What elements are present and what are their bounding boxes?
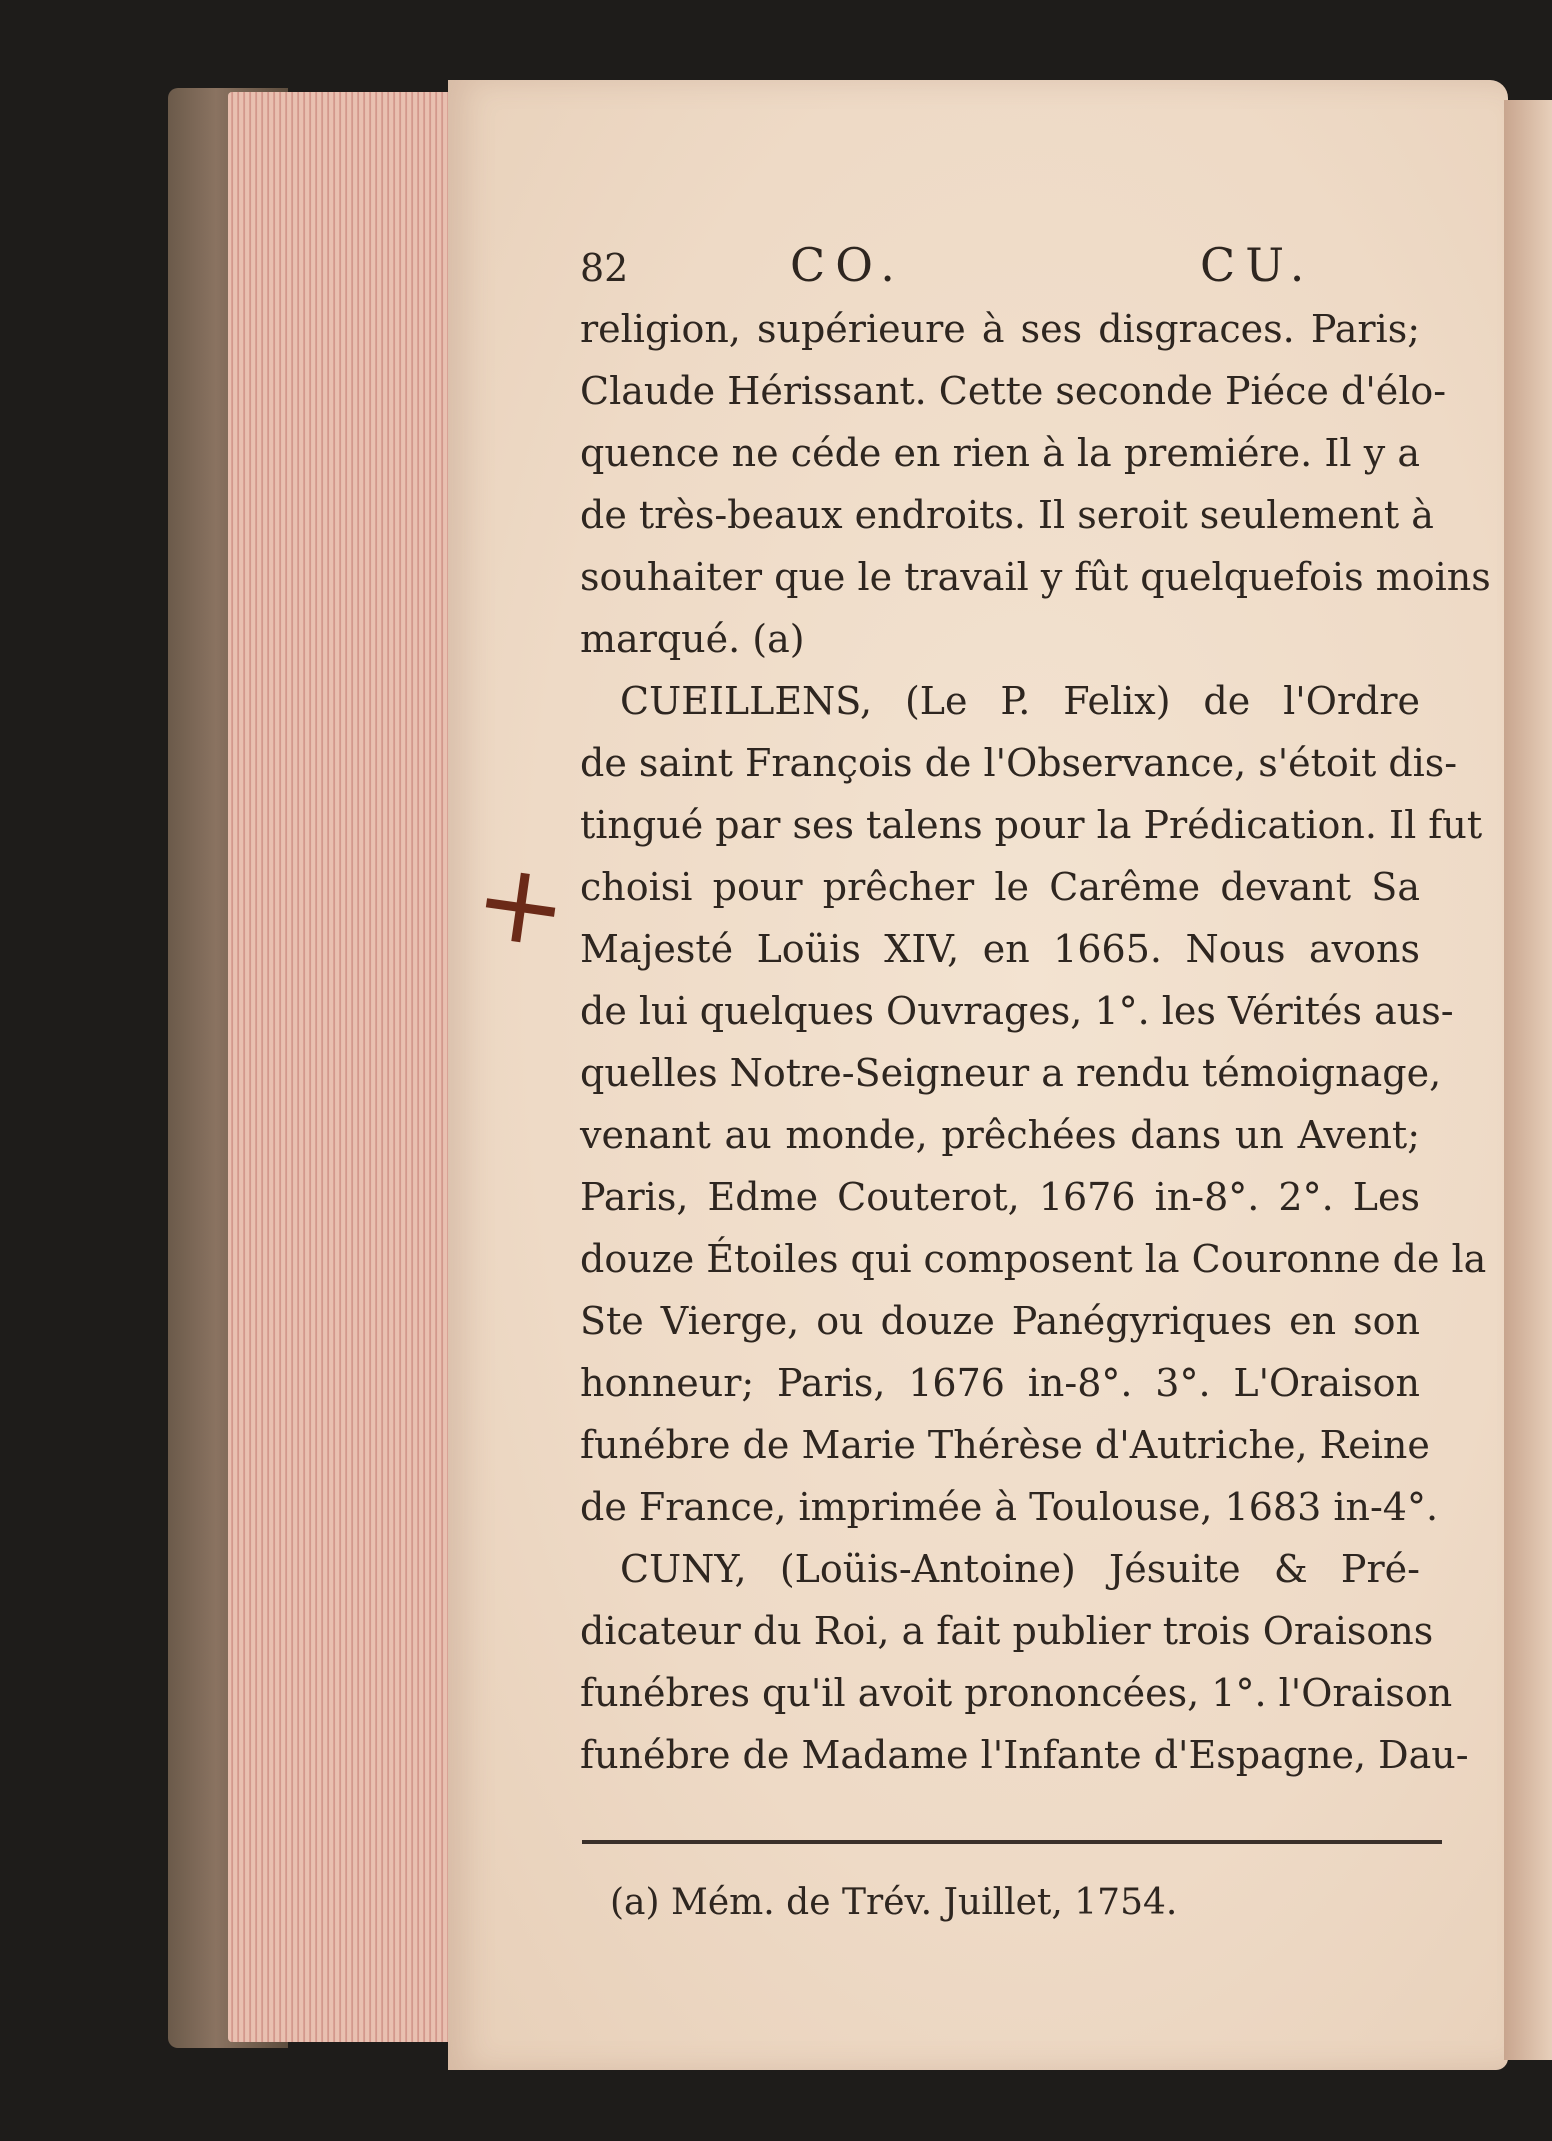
page-header	[580, 238, 1420, 298]
text-line: Paris, Edme Couterot, 1676 in-8°. 2°. Les	[580, 1175, 1420, 1219]
text-line: funébre de Marie Thérèse d'Autriche, Reine	[580, 1423, 1430, 1467]
page-edges	[228, 92, 458, 2042]
running-head-right: CU.	[1200, 238, 1315, 292]
text-line: douze Étoiles qui composent la Couronne de la	[580, 1237, 1487, 1281]
footnote-rule	[582, 1840, 1442, 1844]
text-line: dicateur du Roi, a fait publier trois Oraisons	[580, 1609, 1434, 1653]
text-line: Claude Hérissant. Cette seconde Piéce d'élo-	[580, 369, 1447, 413]
text-line: Ste Vierge, ou douze Panégyriques en son	[580, 1299, 1420, 1343]
text-line: souhaiter que le travail y fût quelquefois moins	[580, 555, 1491, 599]
text-line: de France, imprimée à Toulouse, 1683 in-4°.	[580, 1485, 1439, 1529]
handwritten-margin-mark: +	[466, 834, 576, 974]
footnote: (a) Mém. de Trév. Juillet, 1754.	[610, 1882, 1178, 1923]
entry-heading-line: CUNY, (Loüis-Antoine) Jésuite & Pré-	[620, 1547, 1420, 1591]
page-text	[580, 238, 1491, 1786]
text-line: tingué par ses talens pour la Prédication. Il fut	[580, 803, 1483, 847]
text-line: de très-beaux endroits. Il seroit seulement à	[580, 493, 1434, 537]
text-line: honneur; Paris, 1676 in-8°. 3°. L'Oraison	[580, 1361, 1420, 1405]
text-line: religion, supérieure à ses disgraces. Paris;	[580, 307, 1420, 351]
entry-heading-line: CUEILLENS, (Le P. Felix) de l'Ordre	[620, 679, 1420, 723]
text-line: marqué. (a)	[580, 617, 805, 661]
text-line: funébres qu'il avoit prononcées, 1°. l'Oraison	[580, 1671, 1453, 1715]
next-page-edge	[1504, 100, 1552, 2060]
text-line: Majesté Loüis XIV, en 1665. Nous avons	[580, 927, 1420, 971]
text-line: choisi pour prêcher le Carême devant Sa	[580, 865, 1420, 909]
page-number: 82	[580, 246, 629, 290]
running-head-left: CO.	[790, 238, 905, 292]
text-line: quelles Notre-Seigneur a rendu témoignage,	[580, 1051, 1442, 1095]
text-line: funébre de Madame l'Infante d'Espagne, Dau-	[580, 1733, 1469, 1777]
text-line: de lui quelques Ouvrages, 1°. les Vérités aus-	[580, 989, 1454, 1033]
text-line: quence ne céde en rien à la premiére. Il y a	[580, 431, 1420, 475]
text-line: de saint François de l'Observance, s'étoit dis-	[580, 741, 1458, 785]
text-line: venant au monde, prêchées dans un Avent;	[580, 1113, 1420, 1157]
